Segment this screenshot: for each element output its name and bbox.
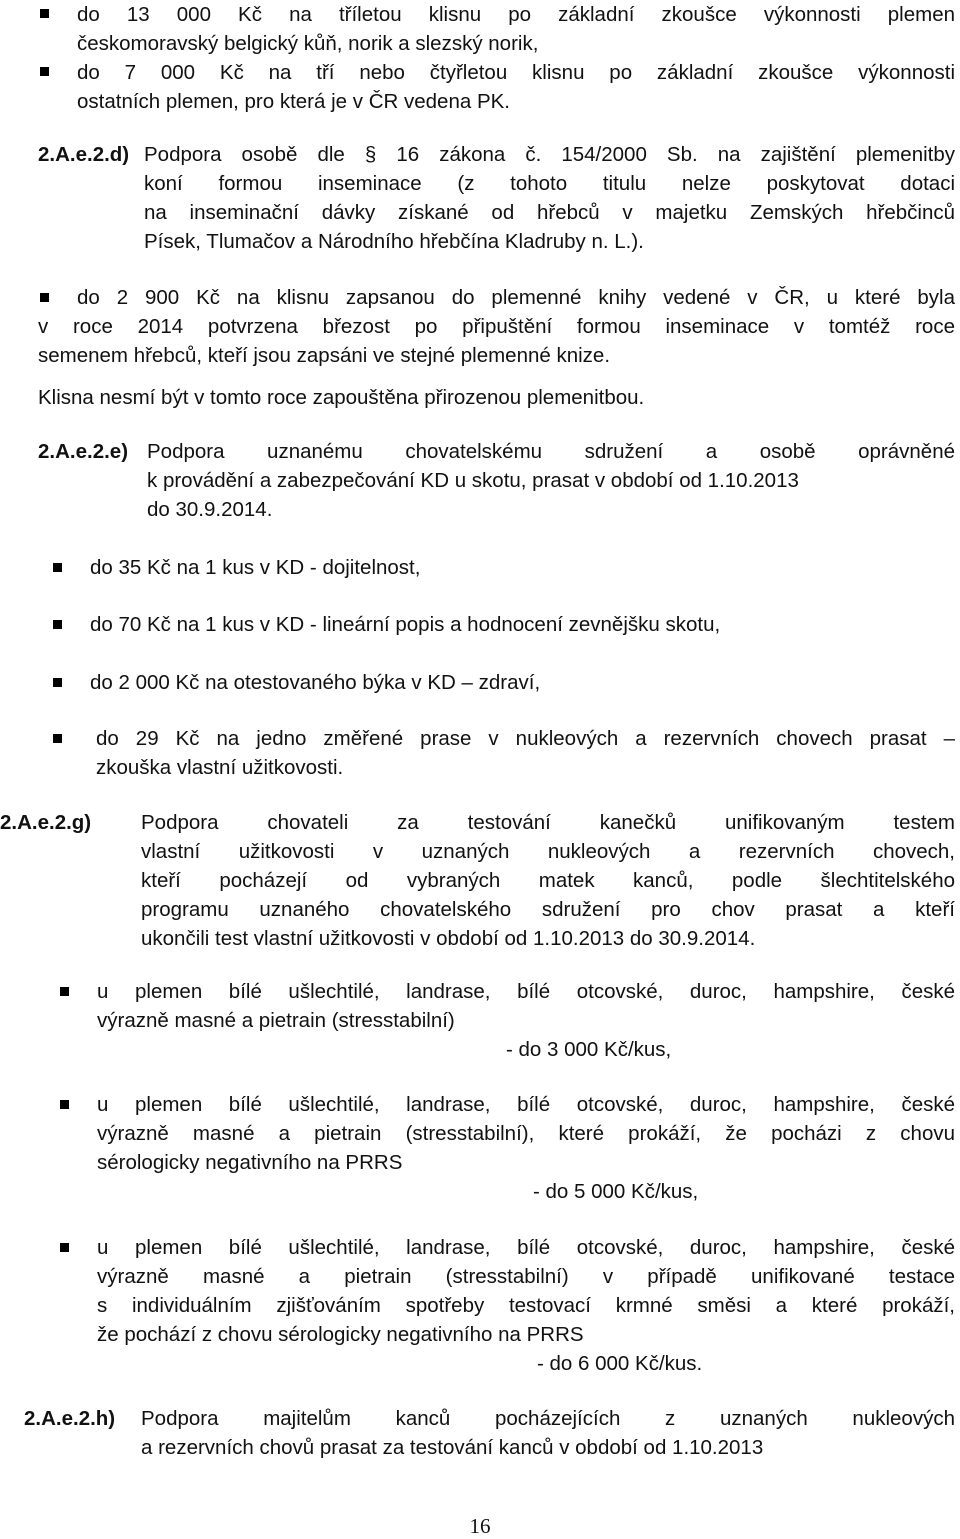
text-line: do 30.9.2014. [147,498,273,521]
bullet-icon [40,293,49,302]
text-line: kteří pocházejí od vybraných matek kanců, podle šlechtitelského [141,869,955,892]
text-line: v roce 2014 potvrzena březost po připuštění formou inseminace v tomtéž roce [38,315,955,338]
text-line: ostatních plemen, pro která je v ČR vedena PK. [77,90,511,113]
list-item: že pochází z chovu sérologicky negativního na PRRS [97,1323,584,1346]
text-line: Podpora chovateli za testování kanečků unifikovaným testem [141,811,955,834]
text-line: koní formou inseminace (z tohoto titulu nelze poskytovat dotaci [144,172,955,195]
text-line: programu uznaného chovatelského sdružení pro chov prasat a kteří [141,898,955,921]
text-line: ukončili test vlastní užitkovosti v období od 1.10.2013 do 30.9.2014. [141,927,756,950]
bullet-icon [60,987,69,996]
bullet-icon [53,678,62,687]
text-line: Podpora osobě dle § 16 zákona č. 154/2000 Sb. na zajištění plemenitby [144,143,955,166]
text-line: do 7 000 Kč na tří nebo čtyřletou klisnu po základní zkoušce výkonnosti [77,61,955,84]
list-item: u plemen bílé ušlechtilé, landrase, bílé otcovské, duroc, hampshire, české [97,1236,955,1259]
text-line: a rezervních chovů prasat za testování kanců v období od 1.10.2013 [141,1436,764,1459]
page-number: 16 [469,1514,491,1538]
bullet-icon [53,620,62,629]
list-item: do 35 Kč na 1 kus v KD - dojitelnost, [90,556,421,579]
section-code: 2.A.e.2.d) [38,143,130,166]
bullet-icon [53,563,62,572]
bullet-icon [40,67,49,76]
list-item: - do 5 000 Kč/kus, [533,1180,699,1203]
list-item: s individuálním zjišťováním spotřeby testovací krmné směsi a které prokáží, [97,1294,955,1317]
list-item: do 2 000 Kč na otestovaného býka v KD – zdraví, [90,671,541,694]
list-item: zkouška vlastní užitkovosti. [96,756,344,779]
section-code: 2.A.e.2.e) [38,440,129,463]
list-item: - do 3 000 Kč/kus, [506,1038,672,1061]
list-item: do 70 Kč na 1 kus v KD - lineární popis a hodnocení zevnějšku skotu, [90,613,721,636]
bullet-icon [53,734,62,743]
list-item: výrazně masné a pietrain (stresstabilní), které prokáží, že pocházi z chovu [97,1122,955,1145]
list-item: do 29 Kč na jedno změřené prase v nukleových a rezervních chovech prasat – [96,727,955,750]
text-line: českomoravský belgický kůň, norik a slezský norik, [77,32,539,55]
text-line: Klisna nesmí být v tomto roce zapouštěna přirozenou plemenitbou. [38,386,645,409]
section-code: 2.A.e.2.h) [24,1407,116,1430]
text-line: do 2 900 Kč na klisnu zapsanou do plemenné knihy vedené v ČR, u které byla [77,286,955,309]
bullet-icon [40,9,49,18]
text-line: k provádění a zabezpečování KD u skotu, prasat v období od 1.10.2013 [147,469,799,492]
section-code: 2.A.e.2.g) [0,811,92,834]
text-line: Podpora uznanému chovatelskému sdružení a osobě oprávněné [147,440,955,463]
bullet-icon [60,1243,69,1252]
list-item: výrazně masné a pietrain (stresstabilní) [97,1009,455,1032]
text-line: Podpora majitelům kanců pocházejících z uznaných nukleových [141,1407,955,1430]
text-line: Písek, Tlumačov a Národního hřebčína Kladruby n. L.). [144,230,644,253]
text-line: vlastní užitkovosti v uznaných nukleových a rezervních chovech, [141,840,955,863]
text-line: semenem hřebců, kteří jsou zapsáni ve stejné plemenné knize. [38,344,611,367]
list-item: u plemen bílé ušlechtilé, landrase, bílé otcovské, duroc, hampshire, české [97,1093,955,1116]
text-line: na inseminační dávky získané od hřebců v majetku Zemských hřebčinců [144,201,955,224]
text-line: do 13 000 Kč na tříletou klisnu po základní zkoušce výkonnosti plemen [77,3,955,26]
list-item: u plemen bílé ušlechtilé, landrase, bílé otcovské, duroc, hampshire, české [97,980,955,1003]
list-item: - do 6 000 Kč/kus. [537,1352,703,1375]
list-item: sérologicky negativního na PRRS [97,1151,403,1174]
list-item: výrazně masné a pietrain (stresstabilní) v případě unifikované testace [97,1265,955,1288]
bullet-icon [60,1100,69,1109]
